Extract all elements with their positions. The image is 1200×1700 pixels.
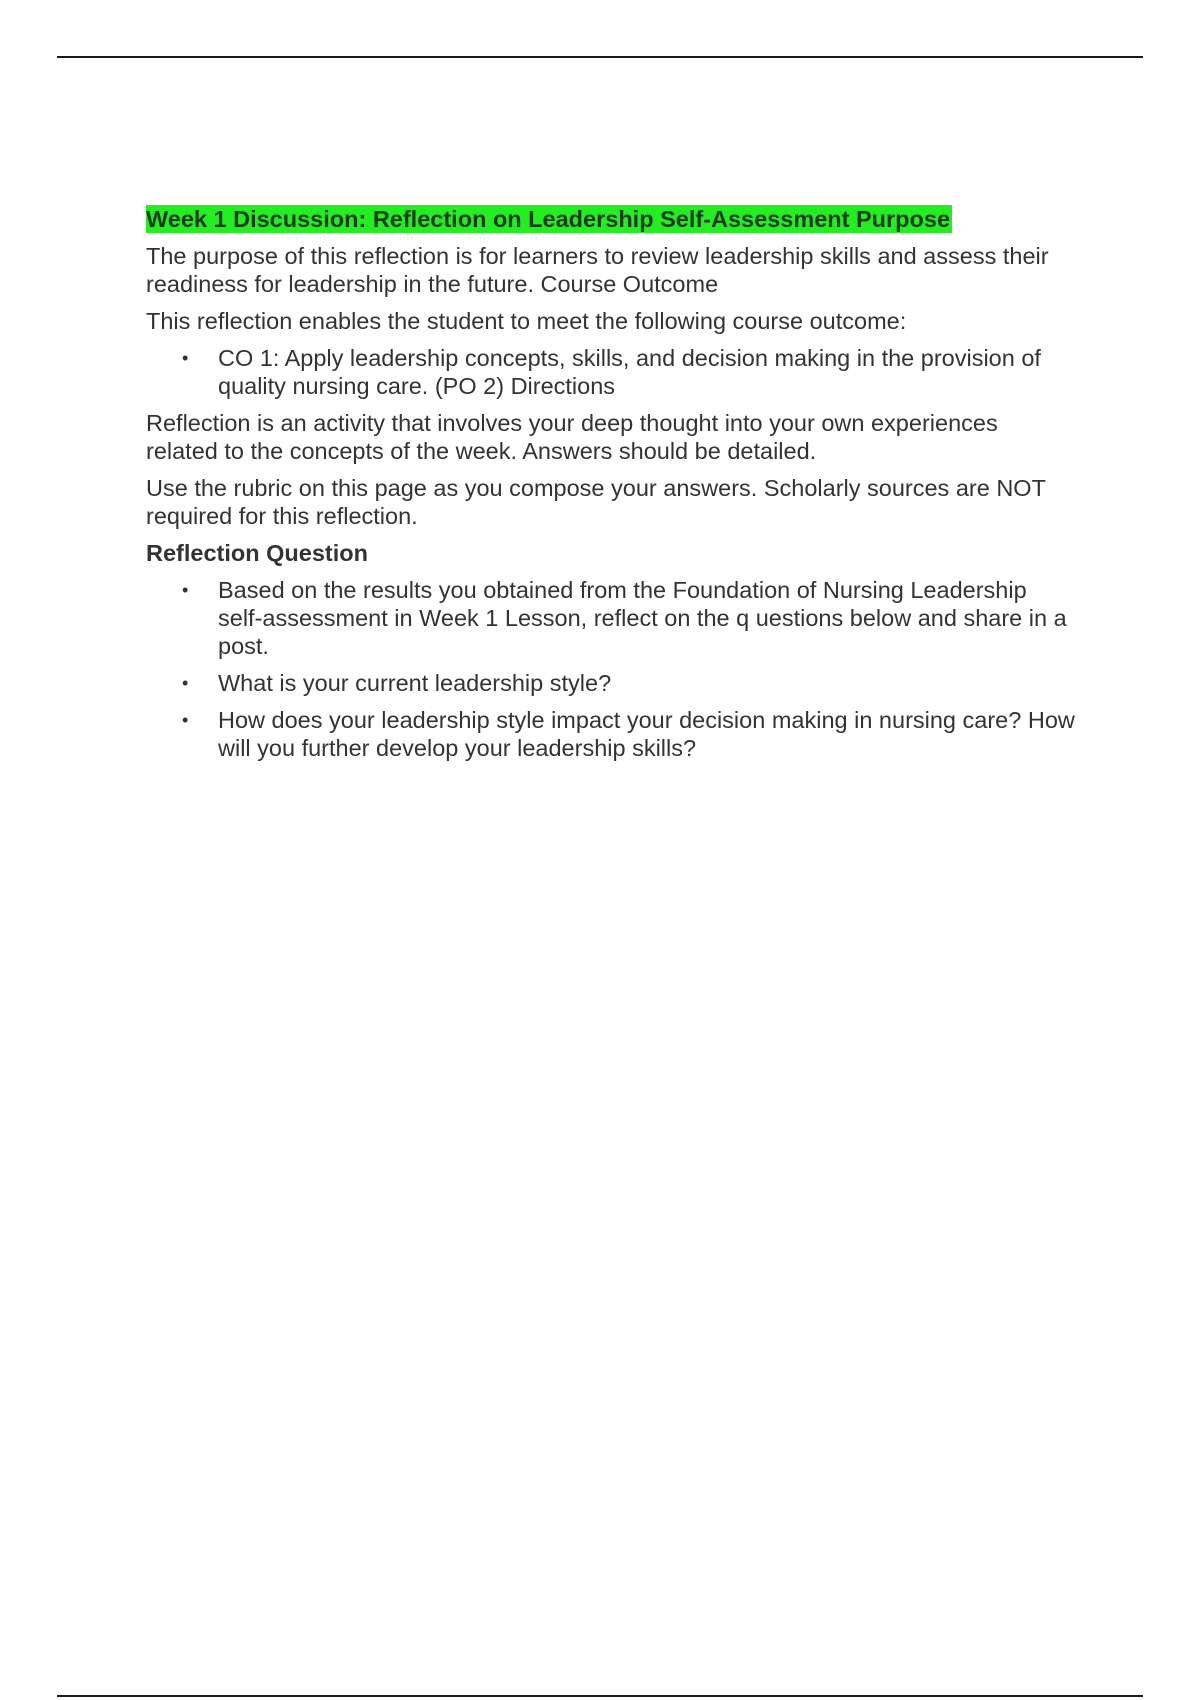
outcome-list [146,344,1076,400]
bullet-icon: • [182,348,189,368]
list-item [146,344,1076,400]
question-text: How does your leadership style impact your decision making in nursing care? How will you further develop your leadership skills? [218,707,1075,761]
title-line [146,205,1076,233]
question-list [146,576,1076,762]
document-title: Week 1 Discussion: Reflection on Leadership Self-Assessment Purpose [146,206,951,232]
list-item [146,669,1076,697]
footer-rule [57,1695,1143,1697]
bullet-icon: • [182,673,189,693]
document-body [146,205,1076,771]
question-text: What is your current leadership style? [218,670,612,696]
question-text: Based on the results you obtained from the Foundation of Nursing Leadership self-assessment in Week 1 Lesson, reflect on the q uestions below and share in a post. [218,577,1067,659]
outcome-intro-paragraph: This reflection enables the student to meet the following course outcome: [146,308,907,334]
list-item [146,706,1076,762]
outcome-text: CO 1: Apply leadership concepts, skills, and decision making in the provision of quality nursing care. (PO 2) Directions [218,345,1041,399]
header-rule [57,56,1143,58]
purpose-paragraph: The purpose of this reflection is for learners to review leadership skills and assess their readiness for leadership in the future. Course Outcome [146,243,1049,297]
bullet-icon: • [182,710,189,730]
question-heading: Reflection Question [146,540,368,566]
bullet-icon: • [182,580,189,600]
reflection-paragraph: Reflection is an activity that involves your deep thought into your own experiences related to the concepts of the week. Answers should be detailed. [146,410,998,464]
list-item [146,576,1076,660]
rubric-paragraph: Use the rubric on this page as you compose your answers. Scholarly sources are NOT required for this reflection. [146,475,1046,529]
